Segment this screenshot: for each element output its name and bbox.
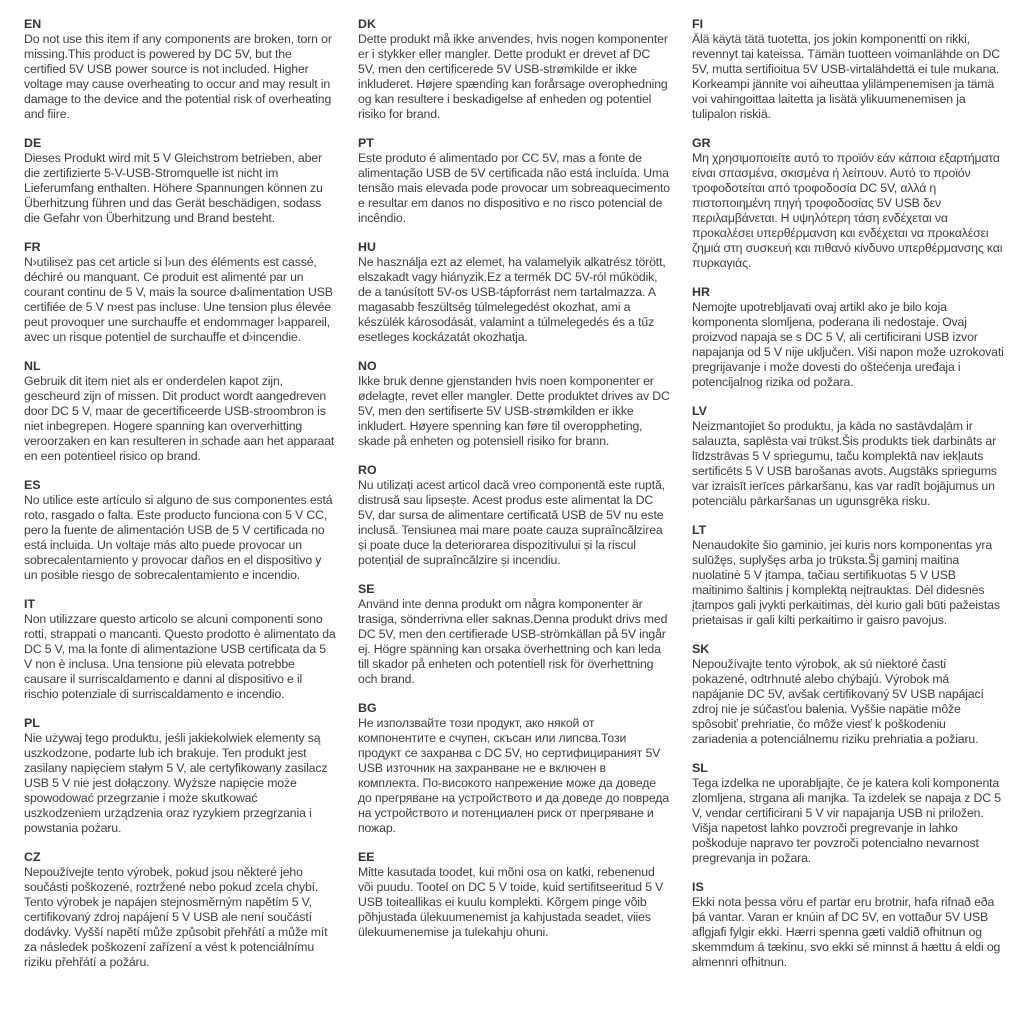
language-warning-text: Este produto é alimentado por CC 5V, mas a fonte de alimentação USB de 5V certificada não está incluída. Uma tensão mais elevada pode provocar um sobreaquecimento e resultar em danos no dispositivo e no risco potencial de incêndio. <box>358 151 670 225</box>
language-section-ro <box>358 463 670 568</box>
language-section-se <box>358 582 670 687</box>
language-section-en <box>24 17 336 122</box>
language-code-label: CZ <box>24 850 41 864</box>
language-warning-text: Ne használja ezt az elemet, ha valamelyik alkatrész törött, elszakadt vagy hiányzik.Ez a termék DC 5V-ról működik, de a tanúsított 5V-os USB-tápforrást nem tartalmazza. A magasabb feszültség túlmelegedést okozhat, ami a készülék károsodását, valamint a túlmelegedés és a tűz esetleges kockázatát okozhatja. <box>358 255 666 344</box>
language-code-label: IT <box>24 597 36 611</box>
language-code-label: RO <box>358 463 377 477</box>
language-section-lt <box>692 523 1004 628</box>
language-warning-text: Nenaudokite šio gaminio, jei kuris nors komponentas yra sulūžęs, suplyšęs arba jo trūksta.Šį gaminį maitina nuolatinė 5 V įtampa, tačiau sertifikuotas 5 V USB maitinimo šaltinis į komplektą neįtrauktas. Dėl didesnės įtampos gali įvykti perkaitimas, dėl kurio gali būti pažeistas prietaisas ir gali kilti perkaitimo ir gaisro pavojus. <box>692 538 1000 627</box>
language-warning-text: Non utilizzare questo articolo se alcuni componenti sono rotti, strappati o mancanti. Questo prodotto è alimentato da DC 5 V, ma la fonte di alimentazione USB certificata da 5 V non è inclusa. Una tensione più elevata potrebbe causare il surriscaldamento e danni al dispositivo e il rischio potenziale di surriscaldamento e incendio. <box>24 612 336 701</box>
language-code-label: SE <box>358 582 375 596</box>
language-code-label: DE <box>24 136 42 150</box>
language-code-label: BG <box>358 701 377 715</box>
language-section-is <box>692 880 1004 970</box>
language-code-label: GR <box>692 136 711 150</box>
language-warning-text: Nu utilizați acest articol dacă vreo componentă este ruptă, distrusă sau lipsește. Acest produs este alimentat la DC 5V, dar sursa de alimentare certificată USB de 5V nu este inclusă. Tensiunea mai mare poate cauza supraîncălzirea și poate duce la deteriorarea dispozitivului și la riscul potențial de supraîncălzire și incendiu. <box>358 478 665 567</box>
language-warning-text: Do not use this item if any components are broken, torn or missing.This product is powered by DC 5V, but the certified 5V USB power source is not included. Higher voltage may cause overheating to occur and may result in damage to the device and the potential risk of overheating and fiire. <box>24 32 332 121</box>
text-column-3 <box>692 17 1004 984</box>
language-section-ee <box>358 850 670 940</box>
language-code-label: NL <box>24 359 41 373</box>
language-section-hu <box>358 240 670 345</box>
language-warning-text: N›utilisez pas cet article si l›un des éléments est cassé, déchiré ou manquant. Ce produit est alimenté par un courant continu de 5 V, mais la source d›alimentation USB certifiée de 5 V n›est pas incluse. Une tension plus élevée peut provoquer une surchauffe et endommager l›appareil, avec un risque potentiel de surchauffe et d›incendie. <box>24 255 333 344</box>
language-section-bg <box>358 701 670 836</box>
language-code-label: PT <box>358 136 374 150</box>
language-warning-text: Μη χρησιμοποιείτε αυτό το προϊόν εάν κάποια εξαρτήματα είναι σπασμένα, σκισμένα ή λείπουν. Αυτό το προϊόν τροφοδοτείται από τροφοδοσία DC 5V, αλλά η πιστοποιημένη πηγή τροφοδοσίας 5V USB δεν περιλαμβάνεται. Η υψηλότερη τάση ενδέχεται να προκαλέσει υπερθέρμανση και ενδέχεται να προκαλέσει ζημιά στη συσκευή και πιθανό κίνδυνο υπερθέρμανσης και πυρκαγιάς. <box>692 151 1003 270</box>
language-warning-text: Dieses Produkt wird mit 5 V Gleichstrom betrieben, aber die zertifizierte 5-V-USB-Stromquelle ist nicht im Lieferumfang enthalten. Höhere Spannungen können zu Überhitzung führen und das Gerät beschädigen, sodass die Gefahr von Überhitzung und Brand besteht. <box>24 151 323 225</box>
language-section-lv <box>692 404 1004 509</box>
language-code-label: LV <box>692 404 707 418</box>
language-section-gr <box>692 136 1004 271</box>
text-column-2 <box>358 17 670 984</box>
language-warning-text: Tega izdelka ne uporabljajte, če je katera koli komponenta zlomljena, strgana ali manjka. Ta izdelek se napaja z DC 5 V, vendar certificirani 5 V vir napajanja USB ni priložen. Višja napetost lahko povzroči pregrevanje in lahko poškoduje napravo ter povzroči potencialno nevarnost pregrevanja in požara. <box>692 776 1001 865</box>
language-warning-text: Gebruik dit item niet als er onderdelen kapot zijn, gescheurd zijn of missen. Dit product wordt aangedreven door DC 5 V, maar de gecertificeerde USB-stroombron is niet inbegrepen. Hogere spanning kan oververhitting veroorzaken en kan resulteren in schade aan het apparaat en een potentieel risico op brand. <box>24 374 335 463</box>
language-warning-text: Ikke bruk denne gjenstanden hvis noen komponenter er ødelagte, revet eller mangler. Dette produktet drives av DC 5V, men den sertifiserte 5V USB-strømkilden er ikke inkludert. Høyere spenning kan føre til overoppheting, skade på enheten og potensiell risiko for brann. <box>358 374 670 448</box>
language-warning-text: Använd inte denna produkt om några komponenter är trasiga, sönderrivna eller saknas.Denna produkt drivs med DC 5V, men den certifierade USB-strömkällan på 5V ingår ej. Högre spänning kan orsaka överhettning och kan leda till skador på enheten och potentiell risk för överhettning och brand. <box>358 597 668 686</box>
language-warning-text: Nepoužívajte tento výrobok, ak sú niektoré časti pokazené, odtrhnuté alebo chýbajú. Výrobok má napájanie DC 5V, avšak certifikovaný 5V USB napájací zdroj nie je súčasťou balenia. Vyššie napätie môže spôsobiť prehriatie, čo môže viesť k poškodeniu zariadenia a potenciálnemu riziku prehriatia a požiaru. <box>692 657 984 746</box>
language-warning-text: Neizmantojiet šo produktu, ja kāda no sastāvdaļām ir salauzta, saplēsta vai trūkst.Šis produkts tiek darbināts ar līdzstrāvas 5 V spriegumu, taču komplektā nav iekļauts sertificēts 5 V USB barošanas avots. Augstāks spriegums var izraisīt ierīces pārkaršanu, kas var radīt bojājumus un potenciālu pārkaršanas un ugunsgrēka risku. <box>692 419 997 508</box>
language-section-es <box>24 478 336 583</box>
language-warning-text: Не използвайте този продукт, ако някой от компонентите е счупен, скъсан или липсва.Този продукт се захранва с DC 5V, но сертифицираният 5V USB източник на захранване не е включен в комплекта. По-високото напрежение може да доведе до прегряване на устройството и да доведе до повреда на устройството и потенциален риск от прегряване и пожар. <box>358 716 669 835</box>
language-section-hr <box>692 285 1004 390</box>
language-section-de <box>24 136 336 226</box>
language-code-label: HU <box>358 240 376 254</box>
language-section-fi <box>692 17 1004 122</box>
language-section-pl <box>24 716 336 836</box>
language-code-label: HR <box>692 285 710 299</box>
language-code-label: EN <box>24 17 42 31</box>
language-warning-text: Älä käytä tätä tuotetta, jos jokin komponentti on rikki, revennyt tai kateissa. Tämän tuotteen voimanlähde on DC 5V, mutta sertifioitua 5V USB-virtalähdettä ei tule mukana. Korkeampi jännite voi aiheuttaa ylilämpenemisen ja tämä voi vahingoittaa laitetta ja lisätä ylikuumenemisen ja tulipalon riskiä. <box>692 32 1001 121</box>
language-section-cz <box>24 850 336 970</box>
language-warning-text: Mitte kasutada toodet, kui mõni osa on katki, rebenenud või puudu. Tootel on DC 5 V toide, kuid sertifitseeritud 5 V USB toiteallikas ei kuulu komplekti. Kõrgem pinge võib põhjustada ülekuumenemist ja kahjustada seadet, viies ülekuumenemise ja tulekahju ohuni. <box>358 865 664 939</box>
language-code-label: DK <box>358 17 376 31</box>
language-section-pt <box>358 136 670 226</box>
language-section-fr <box>24 240 336 345</box>
language-section-nl <box>24 359 336 464</box>
text-column-1 <box>24 17 336 984</box>
language-warning-text: Nemojte upotrebljavati ovaj artikl ako je bilo koja komponenta slomljena, poderana ili nedostaje. Ovaj proizvod napaja se s DC 5 V, ali certificirani USB izvor napajanja od 5 V nije uključen. Viši napon može uzrokovati pregrijavanje i može dovesti do oštećenja uređaja i potencijalnog rizika od požara. <box>692 300 1004 389</box>
language-code-label: ES <box>24 478 41 492</box>
language-code-label: SL <box>692 761 708 775</box>
language-code-label: SK <box>692 642 710 656</box>
language-code-label: NO <box>358 359 377 373</box>
language-warning-text: Nepoužívejte tento výrobek, pokud jsou některé jeho součásti poškozené, roztržené nebo pokud zcela chybí. Tento výrobek je napájen stejnosměrným napětím 5 V, certifikovaný zdroj napájení 5 V USB ale není součástí dodávky. Vyšší napětí může způsobit přehřátí a může mít za následek poškození zařízení a vést k potenciálnímu riziku přehřátí a požáru. <box>24 865 328 969</box>
language-code-label: IS <box>692 880 704 894</box>
language-section-it <box>24 597 336 702</box>
language-section-sl <box>692 761 1004 866</box>
language-warning-text: No utilice este artículo si alguno de sus componentes está roto, rasgado o falta. Este producto funciona con 5 V CC, pero la fuente de alimentación USB de 5 V certificada no está incluida. Un voltaje más alto puede provocar un sobrecalentamiento y provocar daños en el dispositivo y un posible riesgo de sobrecalentamiento e incendio. <box>24 493 333 582</box>
language-warning-text: Dette produkt må ikke anvendes, hvis nogen komponenter er i stykker eller mangler. Dette produkt er drevet af DC 5V, men den certificerede 5V USB-strømkilde er ikke inkluderet. Højere spænding kan forårsage overophedning og kan resultere i beskadigelse af enheden og potentiel risiko for brand. <box>358 32 668 121</box>
language-code-label: EE <box>358 850 375 864</box>
language-code-label: LT <box>692 523 707 537</box>
language-code-label: FI <box>692 17 704 31</box>
language-code-label: PL <box>24 716 40 730</box>
language-code-label: FR <box>24 240 41 254</box>
language-warning-text: Ekki nota þessa vöru ef partar eru brotnir, hafa rifnað eða þá vantar. Varan er knúin af DC 5V, en vottaður 5V USB aflgjafi fylgir ekki. Hærri spenna gæti valdið ofhitnun og skemmdum á tækinu, svo ekki sé minnst á hættu á eldi og almennri ofhitnun. <box>692 895 1001 969</box>
language-section-no <box>358 359 670 449</box>
language-warning-text: Nie używaj tego produktu, jeśli jakiekolwiek elementy są uszkodzone, podarte lub ich brakuje. Ten produkt jest zasilany napięciem stałym 5 V, ale certyfikowany zasilacz USB 5 V nie jest dołączony. Wyższe napięcie może spowodować przegrzanie i może skutkować uszkodzeniem urządzenia oraz ryzykiem przegrzania i powstania pożaru. <box>24 731 328 835</box>
language-section-dk <box>358 17 670 122</box>
language-section-sk <box>692 642 1004 747</box>
